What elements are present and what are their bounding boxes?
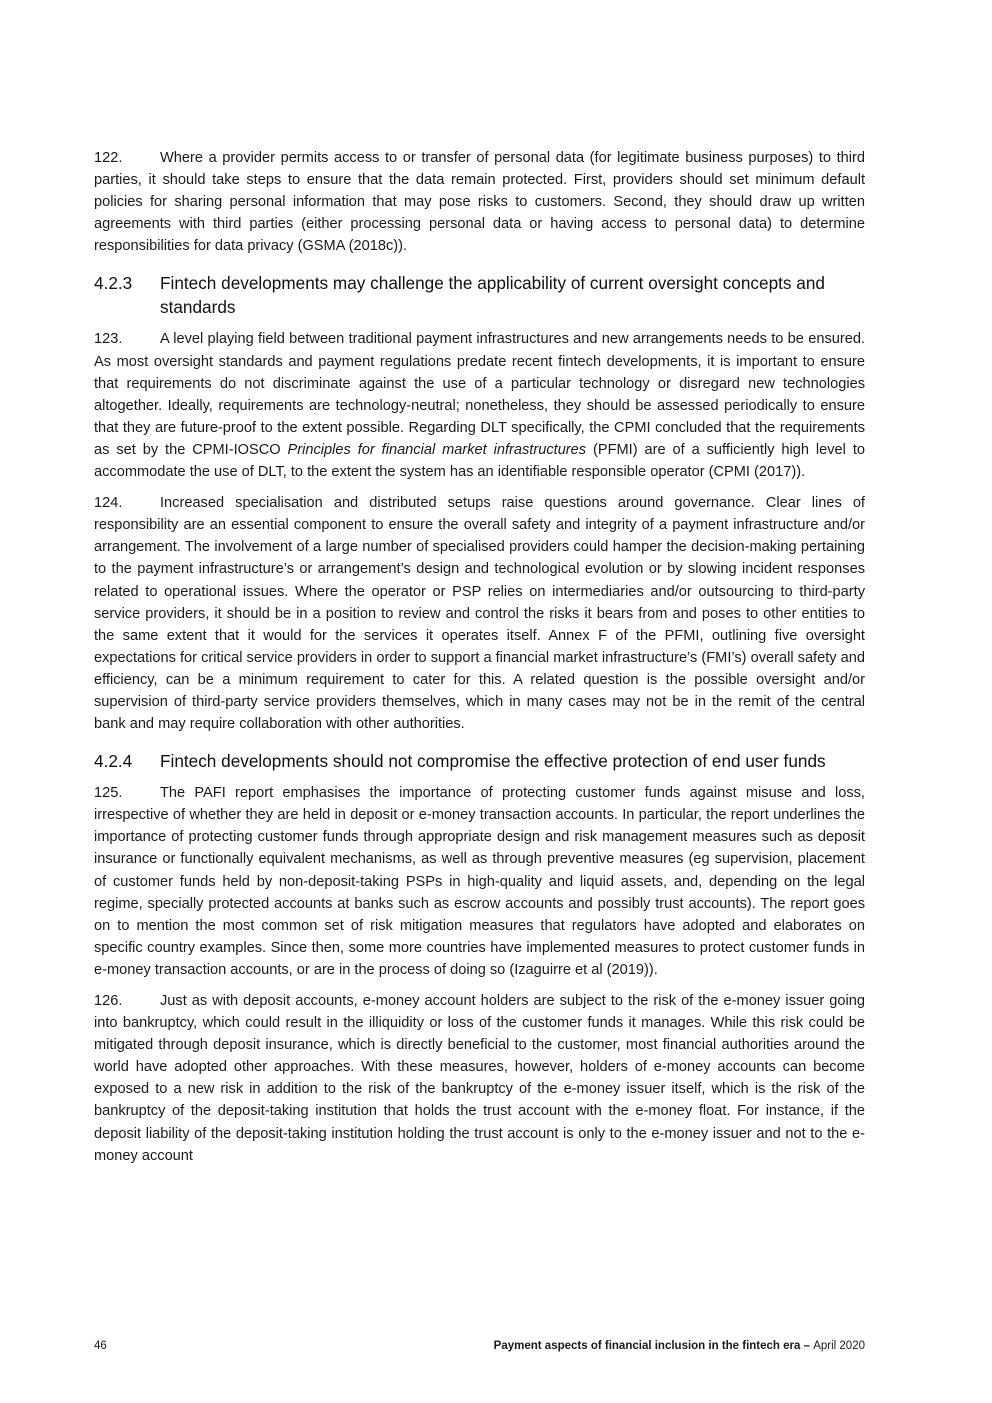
paragraph-122 [94, 147, 865, 257]
section-title: Fintech developments may challenge the applicability of current oversight concepts and standards [160, 273, 825, 318]
paragraph-number: 123. [94, 331, 123, 348]
paragraph-number: 126. [94, 993, 123, 1009]
document-body [94, 147, 865, 1176]
paragraph-number: 122. [94, 150, 123, 166]
paragraph-number: 125. [94, 785, 123, 802]
paragraph-124 [94, 492, 865, 735]
paragraph-text: Increased specialisation and distributed setups raise questions around governance. Clear lines of responsibility are an essential component to ensure the overall safety and integrity of a payment infrastructure and/or arrangement. The involvement of a large number of specialised providers could hamper the decision-making pertaining to the payment infrastructure’s or arrangement’s design and technological evolution or by slowing incident responses related to operational issues. Where the operator or PSP relies on intermediaries and/or outsourcing to third-party service providers, it should be in a position to review and control the risks it bears from and poses to other entities to the same extent that it would for the services it operates itself. Annex F of the PFMI, outlining five oversight expectations for critical service providers in order to support a financial market infrastructure’s (FMI’s) overall safety and efficiency, can be a minimum requirement to cater for this. A related question is the possible oversight and/or supervision of third-party service providers themselves, which in many cases may not be in the remit of the central bank and may require collaboration with other authorities. [94, 495, 865, 733]
paragraph-number: 124. [94, 495, 123, 512]
section-number: 4.2.4 [94, 751, 133, 772]
paragraph-125 [94, 782, 865, 981]
paragraph-126 [94, 990, 865, 1167]
section-heading-4-2-4 [94, 749, 865, 773]
paragraph-text-continued: (PFMI) are of a sufficiently high level to accommodate the use of DLT, to the extent the system has an identifiable responsible operator (CPMI (2017)). [94, 441, 866, 481]
paragraph-italic-title: Principles for financial market infrastructures [287, 441, 587, 458]
section-number: 4.2.3 [94, 273, 133, 294]
page-number: 46 [94, 1340, 107, 1352]
footer-publication [494, 1338, 865, 1354]
section-title: Fintech developments should not compromise the effective protection of end user funds [160, 751, 826, 772]
paragraph-text: Just as with deposit accounts, e-money account holders are subject to the risk of the e-money issuer going into bankruptcy, which could result in the illiquidity or loss of the customer funds it manages. While this risk could be mitigated through deposit insurance, which is directly beneficial to the customer, most financial authorities around the world have adopted other approaches. With these measures, however, holders of e-money accounts can become exposed to a new risk in addition to the risk of the bankruptcy of the e-money issuer itself, which is the risk of the bankruptcy of the deposit-taking institution that holds the trust account with the e-money float. For instance, if the deposit liability of the deposit-taking institution holding the trust account is only to the e-money issuer and not to the e-money account [94, 993, 865, 1164]
paragraph-text: Where a provider permits access to or transfer of personal data (for legitimate business purposes) to third parties, it should take steps to ensure that the data remain protected. First, providers should set minimum default policies for sharing personal information that may pose risks to customers. Second, they should draw up written agreements with third parties (either processing personal data or having access to personal data) to determine responsibilities for data privacy (GSMA (2018c)). [94, 150, 865, 255]
paragraph-text: The PAFI report emphasises the importance of protecting customer funds against misuse and loss, irrespective of whether they are held in deposit or e-money transaction accounts. In particular, the report underlines the importance of protecting customer funds through appropriate design and risk management measures such as deposit insurance or functionally equivalent mechanisms, as well as through preventive measures (eg supervision, placement of customer funds held by non-deposit-taking PSPs in high-quality and liquid assets, and, depending on the legal regime, specially protected accounts at banks such as escrow accounts and possibly trust accounts). The report goes on to mention the most common set of risk mitigation measures that regulators have adopted and elaborates on specific country examples. Since then, some more countries have implemented measures to protect customer funds in e-money transaction accounts, or are in the process of doing so (Izaguirre et al (2019)). [94, 785, 865, 978]
paragraph-text: A level playing field between traditional payment infrastructures and new arrangements needs to be ensured. As most oversight standards and payment regulations predate recent fintech developments, it is important to ensure that requirements do not discriminate against the use of a particular technology or disregard new technologies altogether. Ideally, requirements are technology-neutral; nonetheless, they should be assessed periodically to ensure that they are future-proof to the extent possible. Regarding DLT specifically, the CPMI concluded that the requirements as set by the CPMI-IOSCO [94, 331, 865, 458]
footer-title: Payment aspects of financial inclusion in the fintech era – [493, 1340, 814, 1352]
paragraph-123 [94, 328, 865, 483]
section-heading-4-2-3 [94, 271, 865, 319]
page-footer [94, 1338, 865, 1354]
footer-date: April 2020 [813, 1340, 865, 1352]
